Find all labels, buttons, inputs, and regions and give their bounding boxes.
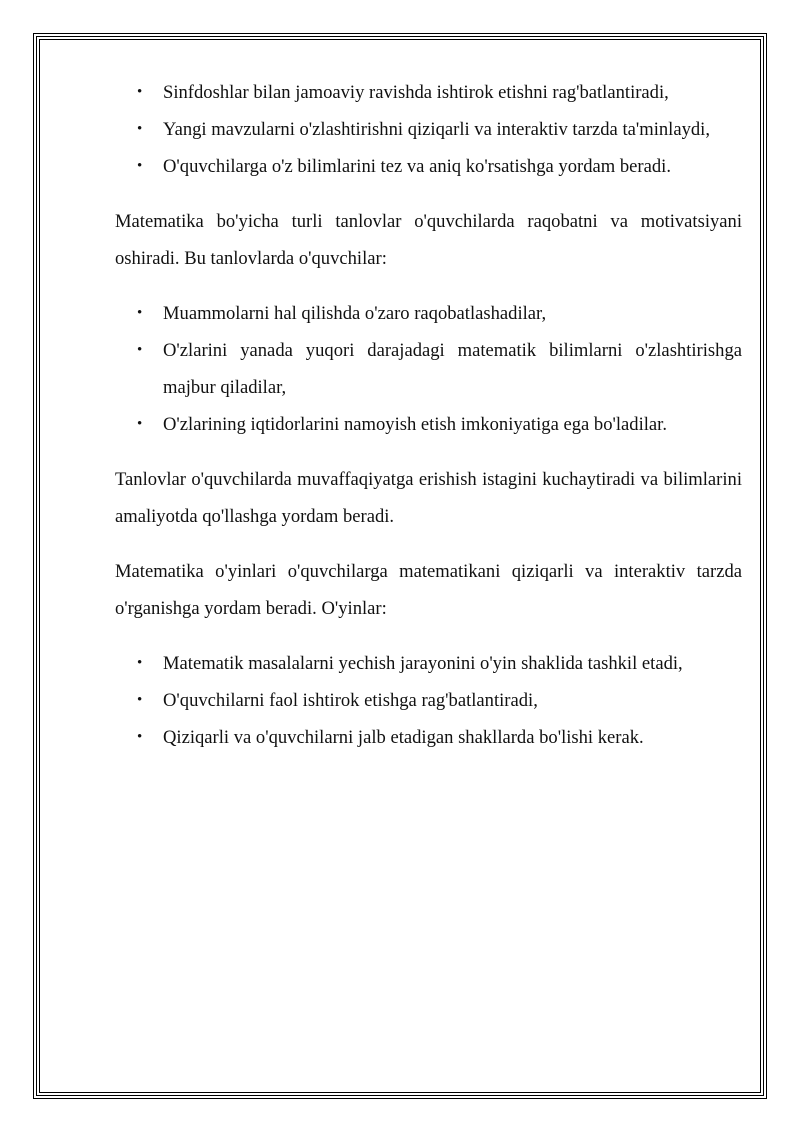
- bullet-icon: •: [137, 416, 143, 432]
- list-item: [115, 111, 742, 148]
- spacer: [115, 443, 742, 461]
- paragraph-games: Matematika o'yinlari o'quvchilarga matematikani qiziqarli va interaktiv tarzda o'rganishga yordam beradi. O'yinlar:: [115, 561, 742, 619]
- bullet-icon: •: [137, 158, 143, 174]
- list-item-text: O'zlarining iqtidorlarini namoyish etish imkoniyatiga ega bo'ladilar.: [163, 414, 667, 435]
- spacer: [115, 535, 742, 553]
- bullet-list-2: [115, 295, 742, 443]
- spacer: [115, 185, 742, 203]
- bullet-icon: •: [137, 84, 143, 100]
- bullet-icon: •: [137, 342, 143, 358]
- bullet-icon: •: [137, 729, 143, 745]
- bullet-list-3: [115, 645, 742, 756]
- list-item: [115, 332, 742, 406]
- spacer: [115, 277, 742, 295]
- list-item: [115, 74, 742, 111]
- list-item: [115, 295, 742, 332]
- list-item: [115, 682, 742, 719]
- list-item-text: O'zlarini yanada yuqori darajadagi matematik bilimlarni o'zlashtirishga majbur qiladilar,: [163, 340, 742, 398]
- list-item-text: O'quvchilarni faol ishtirok etishga rag'batlantiradi,: [163, 690, 538, 711]
- list-item: [115, 148, 742, 185]
- bullet-icon: •: [137, 655, 143, 671]
- bullet-icon: •: [137, 692, 143, 708]
- list-item-text: Muammolarni hal qilishda o'zaro raqobatlashadilar,: [163, 303, 547, 324]
- list-item-text: Yangi mavzularni o'zlashtirishni qiziqarli va interaktiv tarzda ta'minlaydi,: [163, 119, 710, 140]
- list-item: [115, 406, 742, 443]
- bullet-list-1: [115, 74, 742, 185]
- spacer: [115, 627, 742, 645]
- bullet-icon: •: [137, 305, 143, 321]
- list-item-text: Sinfdoshlar bilan jamoaviy ravishda ishtirok etishni rag'batlantiradi,: [163, 82, 669, 103]
- bullet-icon: •: [137, 121, 143, 137]
- list-item: [115, 719, 742, 756]
- list-item: [115, 645, 742, 682]
- document-body: [115, 74, 742, 756]
- paragraph-competitions: Matematika bo'yicha turli tanlovlar o'quvchilarda raqobatni va motivatsiyani oshiradi. Bu tanlovlarda o'quvchilar:: [115, 211, 742, 269]
- list-item-text: Matematik masalalarni yechish jarayonini o'yin shaklida tashkil etadi,: [163, 653, 683, 674]
- list-item-text: Qiziqarli va o'quvchilarni jalb etadigan shakllarda bo'lishi kerak.: [163, 727, 644, 748]
- list-item-text: O'quvchilarga o'z bilimlarini tez va aniq ko'rsatishga yordam beradi.: [163, 156, 671, 177]
- paragraph-competitions-summary: Tanlovlar o'quvchilarda muvaffaqiyatga erishish istagini kuchaytiradi va bilimlarini amaliyotda qo'llashga yordam beradi.: [115, 469, 742, 527]
